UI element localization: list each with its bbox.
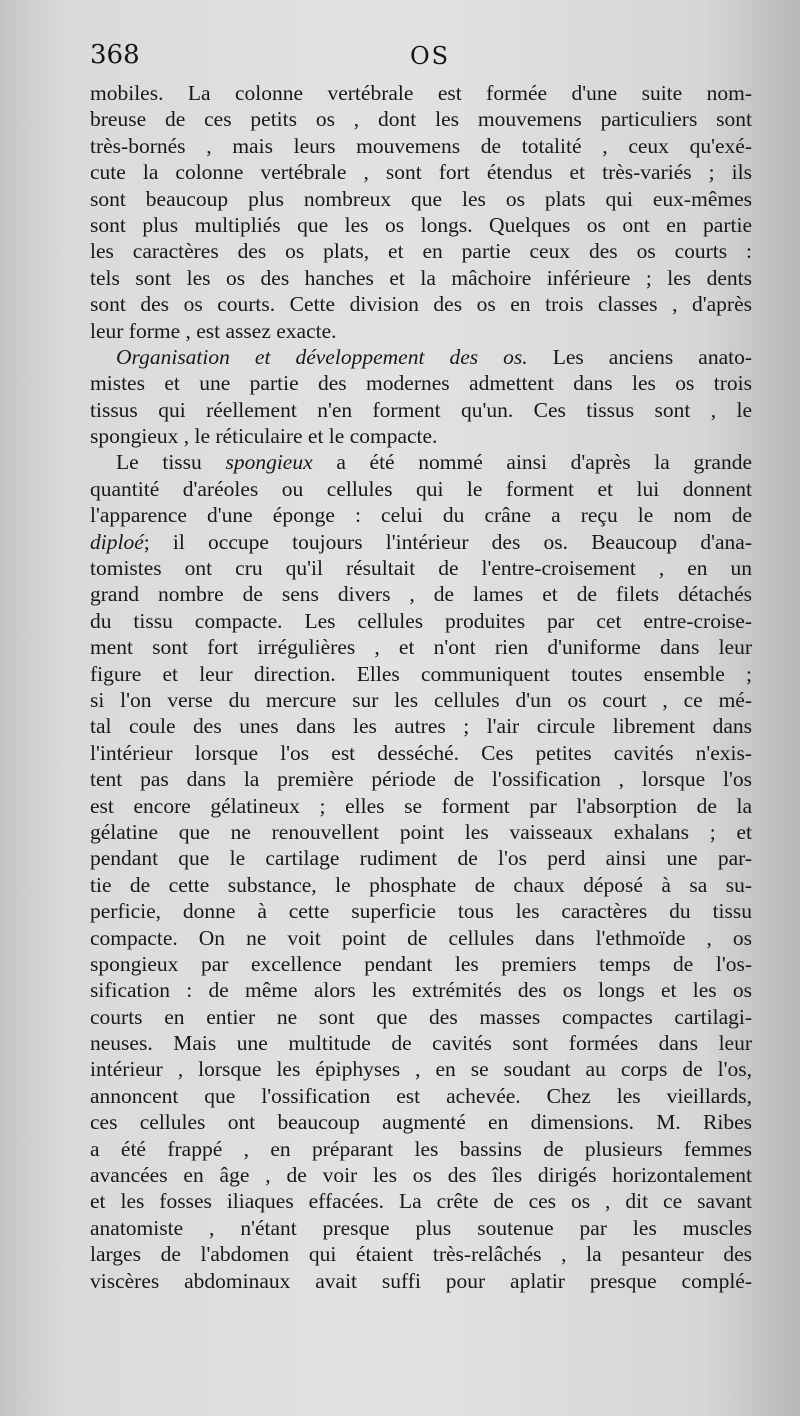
term-spongieux: spongieux (225, 450, 313, 475)
text-line: gélatine que ne renouvellent point les vaisseaux exhalans ; et (90, 819, 752, 844)
running-head: OS (410, 42, 451, 70)
text-line: larges de l'abdomen qui étaient très-relâchés , la pesanteur des (90, 1242, 752, 1267)
text-line: tal coule des unes dans les autres ; l'air circule librement dans (90, 714, 752, 739)
text-line: spongieux par excellence pendant les premiers temps de l'os- (90, 951, 752, 976)
paragraph-start-line (90, 449, 752, 475)
text-line: l'apparence d'une éponge : celui du crâne a reçu le nom de (90, 503, 752, 528)
text-line: les caractères des os plats, et en partie ceux des os courts : (90, 239, 752, 264)
section-heading: Organisation et développement des os. (116, 344, 528, 369)
text-line: a été frappé , en préparant les bassins de plusieurs femmes (90, 1136, 752, 1161)
text-line: courts en entier ne sont que des masses compactes cartilagi- (90, 1004, 752, 1029)
text-line: ment sont fort irrégulières , et n'ont rien d'uniforme dans leur (90, 635, 752, 660)
text-line: mobiles. La colonne vertébrale est formée d'une suite nom- (90, 81, 752, 105)
term-diploe: diploé (90, 529, 144, 554)
body-text (90, 80, 752, 1294)
text-line: annoncent que l'ossification est achevée. Chez les vieillards, (90, 1083, 752, 1108)
text-line (90, 529, 752, 555)
text-line: neuses. Mais une multitude de cavités sont formées dans leur (90, 1031, 752, 1056)
text-span: a été nommé ainsi d'après la grande (336, 450, 752, 475)
text-line: grand nombre de sens divers , de lames et de filets détachés (90, 582, 752, 607)
text-line: sont plus multipliés que les os longs. Quelques os ont en partie (90, 212, 752, 237)
text-line: ces cellules ont beaucoup augmenté en dimensions. M. Ribes (90, 1110, 752, 1135)
text-line: sont des os courts. Cette division des os en trois classes , d'après (90, 292, 752, 317)
text-line: est encore gélatineux ; elles se forment par l'absorption de la (90, 793, 752, 818)
text-span: Les anciens anato- (552, 344, 752, 369)
text-line: leur forme , est assez exacte. (90, 318, 337, 343)
text-line: cute la colonne vertébrale , sont fort étendus et très-variés ; ils (90, 160, 752, 185)
text-line: et les fosses iliaques effacées. La crête de ces os , dit ce savant (90, 1189, 752, 1214)
text-line: tissus qui réellement n'en forment qu'un. Ces tissus sont , le (90, 397, 752, 422)
text-line: tels sont les os des hanches et la mâchoire inférieure ; les dents (90, 265, 752, 290)
text-line: tie de cette substance, le phosphate de chaux déposé à sa su- (90, 872, 752, 897)
text-line: viscères abdominaux avait suffi pour aplatir presque complé- (90, 1268, 752, 1293)
text-span: Le tissu (116, 450, 202, 475)
text-line: perficie, donne à cette superficie tous les caractères du tissu (90, 899, 752, 924)
text-line: spongieux , le réticulaire et le compacte. (90, 424, 438, 449)
text-line: tent pas dans la première période de l'ossification , lorsque l'os (90, 767, 752, 792)
page-header (90, 38, 750, 74)
text-line: si l'on verse du mercure sur les cellules d'un os court , ce mé- (90, 687, 752, 712)
text-line: l'intérieur lorsque l'os est desséché. Ces petites cavités n'exis- (90, 740, 752, 765)
text-line: anatomiste , n'étant presque plus soutenue par les muscles (90, 1215, 752, 1240)
text-line: intérieur , lorsque les épiphyses , en se soudant au corps de l'os, (90, 1057, 752, 1082)
text-line: pendant que le cartilage rudiment de l'os perd ainsi une par- (90, 846, 752, 871)
text-line: figure et leur direction. Elles communiquent toutes ensemble ; (90, 661, 752, 686)
text-line: compacte. On ne voit point de cellules dans l'ethmoïde , os (90, 925, 752, 950)
text-line: très-bornés , mais leurs mouvemens de totalité , ceux qu'exé- (90, 133, 752, 158)
text-line: sont beaucoup plus nombreux que les os plats qui eux-mêmes (90, 186, 752, 211)
text-span: ; il occupe toujours l'intérieur des os. Beaucoup d'ana- (143, 529, 752, 554)
text-line: sification : de même alors les extrémités des os longs et les os (90, 978, 752, 1003)
text-line: breuse de ces petits os , dont les mouvemens particuliers sont (90, 107, 752, 132)
text-line: avancées en âge , de voir les os des îles dirigés horizontalement (90, 1163, 752, 1188)
page-number: 368 (90, 40, 140, 70)
section-heading-line (90, 344, 752, 370)
text-line: quantité d'aréoles ou cellules qui le forment et lui donnent (90, 476, 752, 501)
text-line: du tissu compacte. Les cellules produites par cet entre-croise- (90, 608, 752, 633)
text-line: mistes et une partie des modernes admettent dans les os trois (90, 371, 752, 396)
text-line: tomistes ont cru qu'il résultait de l'entre-croisement , en un (90, 556, 752, 581)
